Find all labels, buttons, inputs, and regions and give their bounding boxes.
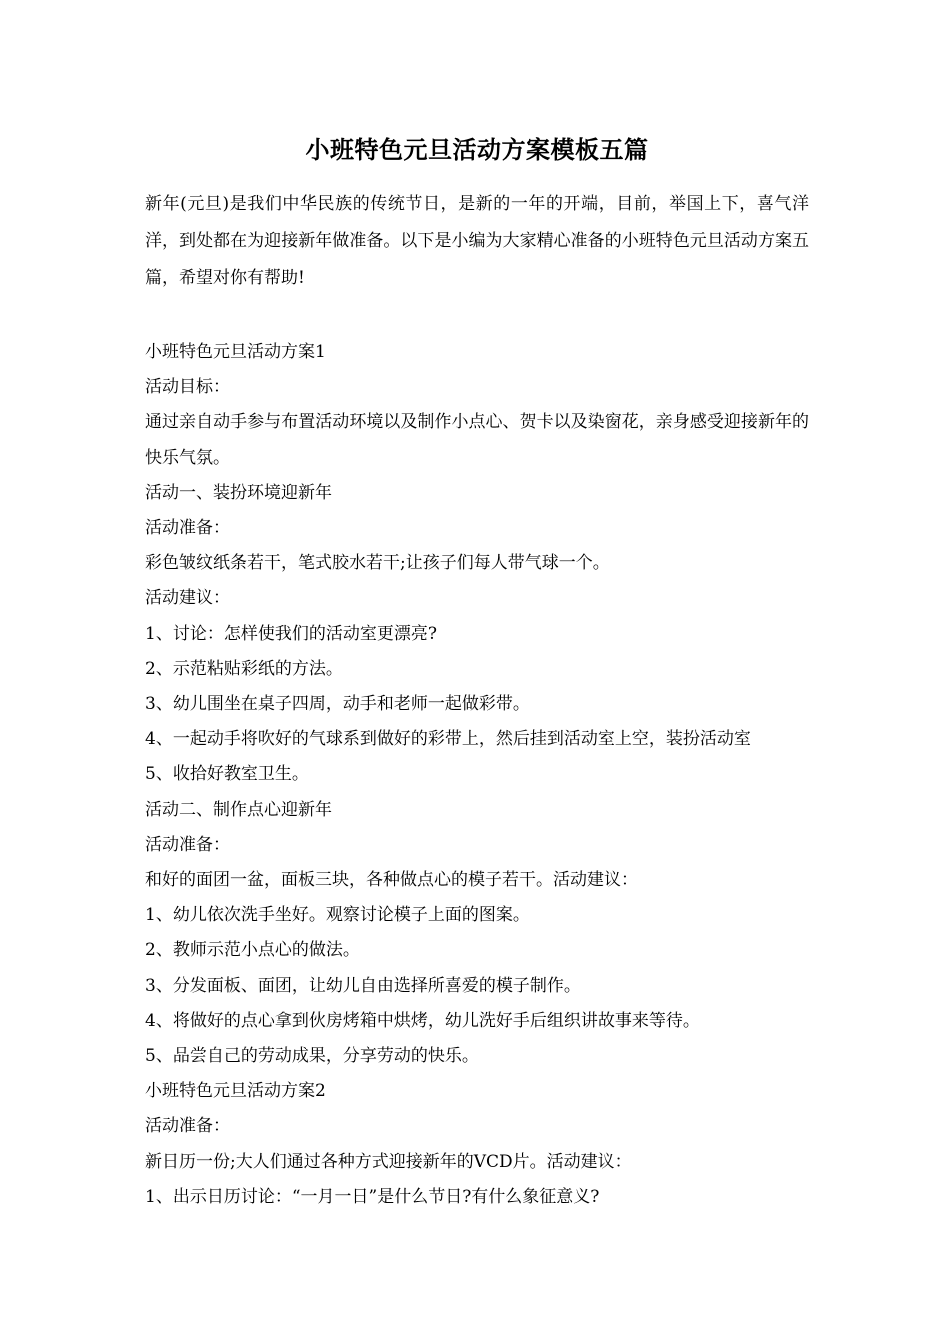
text-line: 活动准备：: [145, 834, 230, 855]
list-item: 3、幼儿围坐在桌子四周，动手和老师一起做彩带。: [145, 694, 530, 715]
section-heading: 小班特色元旦活动方案2: [145, 1081, 326, 1102]
list-item: 5、收拾好教室卫生。: [145, 764, 309, 785]
text-line: 和好的面团一盆，面板三块，各种做点心的模子若干。活动建议：: [145, 870, 638, 891]
list-item: 1、幼儿依次洗手坐好。观察讨论模子上面的图案。: [145, 905, 530, 926]
text-line: 活动建议：: [145, 588, 230, 609]
section-spacer: [145, 297, 809, 335]
list-item: 2、教师示范小点心的做法。: [145, 940, 360, 961]
list-item: 1、出示日历讨论：“一月一日”是什么节日?有什么象征意义?: [145, 1186, 600, 1207]
text-paragraph: 通过亲自动手参与布置活动环境以及制作小点心、贺卡以及染窗花，亲身感受迎接新年的快乐气氛。: [145, 412, 809, 468]
document-title: 小班特色元旦活动方案模板五篇: [305, 135, 649, 164]
list-item: 2、示范粘贴彩纸的方法。: [145, 658, 343, 679]
document-page: [145, 130, 809, 1215]
text-line: 活动准备：: [145, 518, 230, 539]
text-line: 活动目标：: [145, 377, 230, 398]
list-item: 1、讨论：怎样使我们的活动室更漂亮?: [145, 623, 437, 644]
intro-paragraph: 新年(元旦)是我们中华民族的传统节日，是新的一年的开端，目前，举国上下，喜气洋洋，到处都在为迎接新年做准备。以下是小编为大家精心准备的小班特色元旦活动方案五篇，希望对你有帮助!: [145, 194, 809, 288]
text-line: 新日历一份;大人们通过各种方式迎接新年的VCD片。活动建议：: [145, 1151, 632, 1172]
list-item: 4、一起动手将吹好的气球系到做好的彩带上，然后挂到活动室上空，装扮活动室: [145, 729, 751, 750]
text-line: 活动准备：: [145, 1116, 230, 1137]
text-line: 彩色皱纹纸条若干，笔式胶水若干;让孩子们每人带气球一个。: [145, 553, 610, 574]
list-item: 4、将做好的点心拿到伙房烤箱中烘烤，幼儿洗好手后组织讲故事来等待。: [145, 1010, 700, 1031]
section-heading: 小班特色元旦活动方案1: [145, 342, 326, 362]
text-line: 活动一、装扮环境迎新年: [145, 482, 332, 503]
list-item: 3、分发面板、面团，让幼儿自由选择所喜爱的模子制作。: [145, 975, 581, 996]
list-item: 5、品尝自己的劳动成果，分享劳动的快乐。: [145, 1046, 479, 1067]
text-line: 活动二、制作点心迎新年: [145, 799, 332, 820]
